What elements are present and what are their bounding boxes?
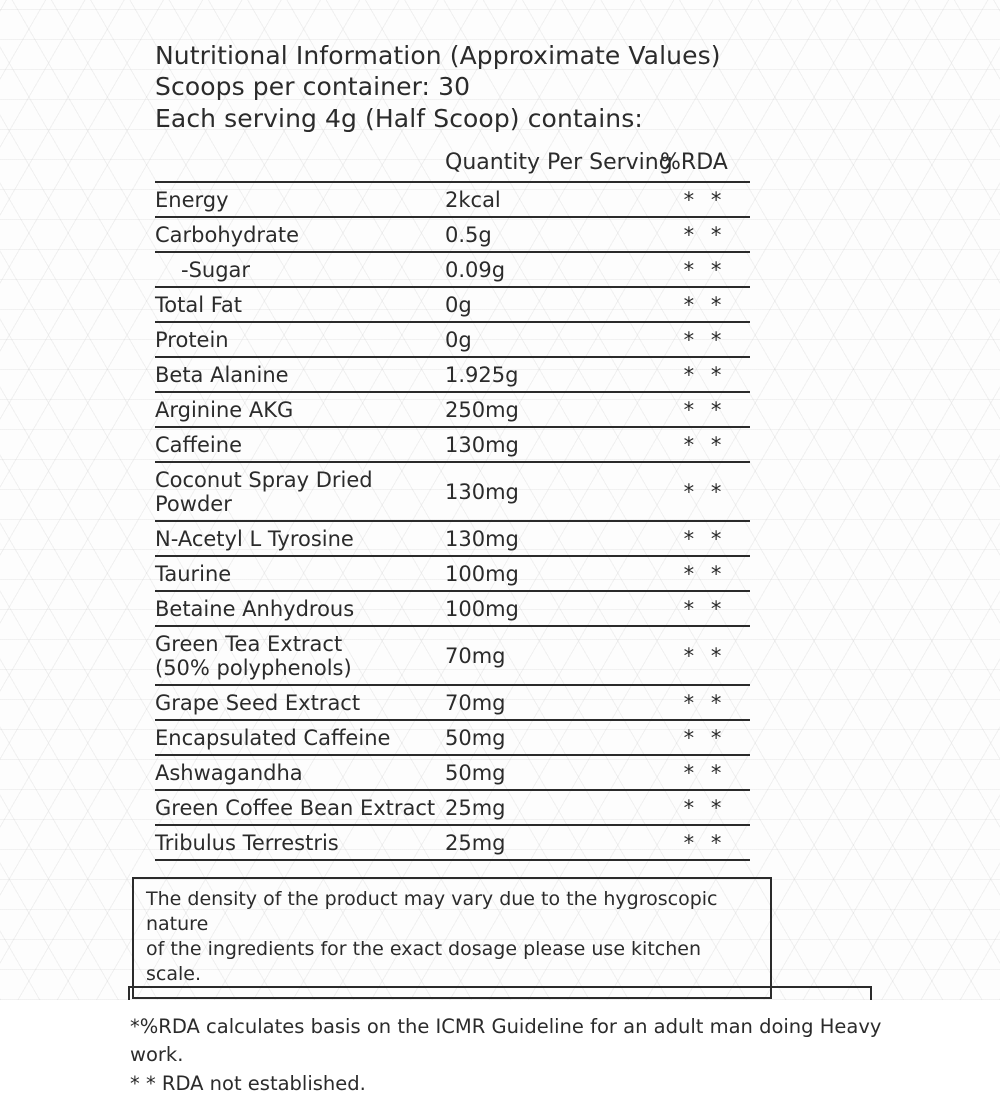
bottom-box-edge [128, 986, 872, 1000]
table-row [155, 755, 750, 790]
nutrient-rda-cell: * * [660, 357, 750, 392]
table-row [155, 556, 750, 591]
nutrient-name-cell [155, 182, 445, 217]
nutrient-name-cell [155, 521, 445, 556]
nutrient-quantity-cell: 250mg [445, 392, 660, 427]
table-header-row [155, 150, 750, 182]
nutrient-rda-cell: * * [660, 591, 750, 626]
nutrient-rda-cell: * * [660, 685, 750, 720]
table-row [155, 182, 750, 217]
nutrient-quantity-cell: 0g [445, 322, 660, 357]
nutrient-quantity-cell: 25mg [445, 825, 660, 860]
nutrient-name: Beta Alanine [155, 362, 289, 387]
nutrient-rda-cell: * * [660, 287, 750, 322]
header-block [155, 40, 940, 134]
nutrient-rda-cell: * * [660, 252, 750, 287]
nutrient-name: Encapsulated Caffeine [155, 725, 391, 750]
table-row [155, 685, 750, 720]
density-note-line-2: of the ingredients for the exact dosage please use kitchen scale. [146, 937, 701, 985]
density-note-line-1: The density of the product may vary due to the hygroscopic nature [146, 887, 718, 935]
nutrient-rda-cell: * * [660, 755, 750, 790]
table-row [155, 626, 750, 685]
table-row [155, 287, 750, 322]
nutrient-rda-cell: * * [660, 392, 750, 427]
table-row [155, 462, 750, 521]
density-note-box [132, 877, 772, 999]
nutrient-rda-cell: * * [660, 720, 750, 755]
table-row [155, 392, 750, 427]
nutrient-rda-cell: * * [660, 322, 750, 357]
nutrient-name-cell [155, 556, 445, 591]
table-row [155, 720, 750, 755]
nutrient-quantity-cell: 0.09g [445, 252, 660, 287]
nutrient-name: Tribulus Terrestris [155, 830, 339, 855]
nutrient-name: Taurine [155, 561, 232, 586]
nutrient-name: Energy [155, 187, 229, 212]
nutrient-name: Caffeine [155, 432, 242, 457]
nutrition-title: Nutritional Information (Approximate Values) [155, 41, 721, 70]
nutrient-name-cell [155, 626, 445, 685]
nutrient-quantity-cell: 130mg [445, 427, 660, 462]
nutrition-table [155, 150, 750, 861]
serving-size-line: Each serving 4g (Half Scoop) contains: [155, 103, 643, 133]
scoops-per-container: Scoops per container: 30 [155, 72, 471, 102]
table-row [155, 521, 750, 556]
nutrient-name-cell [155, 392, 445, 427]
nutrient-rda-cell: * * [660, 790, 750, 825]
footnote-rda-not-established: * * RDA not established. [130, 1071, 366, 1095]
nutrient-quantity-cell: 50mg [445, 720, 660, 755]
nutrient-quantity-cell: 25mg [445, 790, 660, 825]
nutrient-name-cell [155, 720, 445, 755]
nutrient-quantity-cell: 50mg [445, 755, 660, 790]
nutrient-name-cell [155, 252, 445, 287]
nutrient-rda-cell: * * [660, 182, 750, 217]
nutrient-quantity-cell: 1.925g [445, 357, 660, 392]
column-header-name [155, 150, 445, 182]
nutrient-name: Arginine AKG [155, 397, 294, 422]
nutrient-name-cell [155, 685, 445, 720]
nutrient-name-cell [155, 322, 445, 357]
nutrient-rda-cell: * * [660, 556, 750, 591]
table-row [155, 217, 750, 252]
nutrient-name: Ashwagandha [155, 760, 303, 785]
table-row [155, 252, 750, 287]
footnotes-block [130, 1013, 940, 1098]
nutrient-name: Coconut Spray Dried Powder [155, 467, 373, 516]
table-row [155, 591, 750, 626]
nutrient-name-cell [155, 427, 445, 462]
nutrient-rda-cell: * * [660, 825, 750, 860]
nutrient-name-cell [155, 287, 445, 322]
nutrient-name-subline: (50% polyphenols) [155, 655, 352, 680]
nutrient-name: Total Fat [155, 292, 242, 317]
footnote-rda-basis: *%RDA calculates basis on the ICMR Guideline for an adult man doing Heavy work. [130, 1015, 882, 1067]
nutrient-name: Protein [155, 327, 229, 352]
nutrient-quantity-cell: 130mg [445, 521, 660, 556]
nutrient-quantity-cell: 100mg [445, 591, 660, 626]
table-row [155, 357, 750, 392]
nutrient-quantity-cell: 70mg [445, 626, 660, 685]
column-header-quantity: Quantity Per Serving [445, 149, 673, 175]
nutrient-rda-cell: * * [660, 626, 750, 685]
nutrient-name-cell [155, 755, 445, 790]
nutrient-rda-cell: * * [660, 217, 750, 252]
nutrient-rda-cell: * * [660, 521, 750, 556]
nutrient-name: N-Acetyl L Tyrosine [155, 526, 354, 551]
nutrient-name: Grape Seed Extract [155, 690, 361, 715]
nutrient-quantity-cell: 0.5g [445, 217, 660, 252]
nutrient-quantity-cell: 70mg [445, 685, 660, 720]
nutrient-quantity-cell: 0g [445, 287, 660, 322]
nutrient-name: Green Coffee Bean Extract [155, 795, 436, 820]
table-row [155, 322, 750, 357]
nutrient-name: Green Tea Extract [155, 631, 343, 656]
nutrient-name-cell [155, 357, 445, 392]
nutrient-name-cell [155, 790, 445, 825]
nutrient-rda-cell: * * [660, 462, 750, 521]
nutrient-name: -Sugar [181, 257, 251, 282]
nutrient-rda-cell: * * [660, 427, 750, 462]
nutrient-quantity-cell: 100mg [445, 556, 660, 591]
nutrient-quantity-cell: 2kcal [445, 182, 660, 217]
column-header-rda: %RDA [660, 149, 728, 175]
nutrient-quantity-cell: 130mg [445, 462, 660, 521]
nutrient-name-cell [155, 462, 445, 521]
table-row [155, 427, 750, 462]
nutrient-name-cell [155, 217, 445, 252]
nutrient-name-cell [155, 591, 445, 626]
table-row [155, 790, 750, 825]
table-row [155, 825, 750, 860]
nutrient-name: Betaine Anhydrous [155, 596, 355, 621]
nutrient-name-cell [155, 825, 445, 860]
nutrient-name: Carbohydrate [155, 222, 300, 247]
